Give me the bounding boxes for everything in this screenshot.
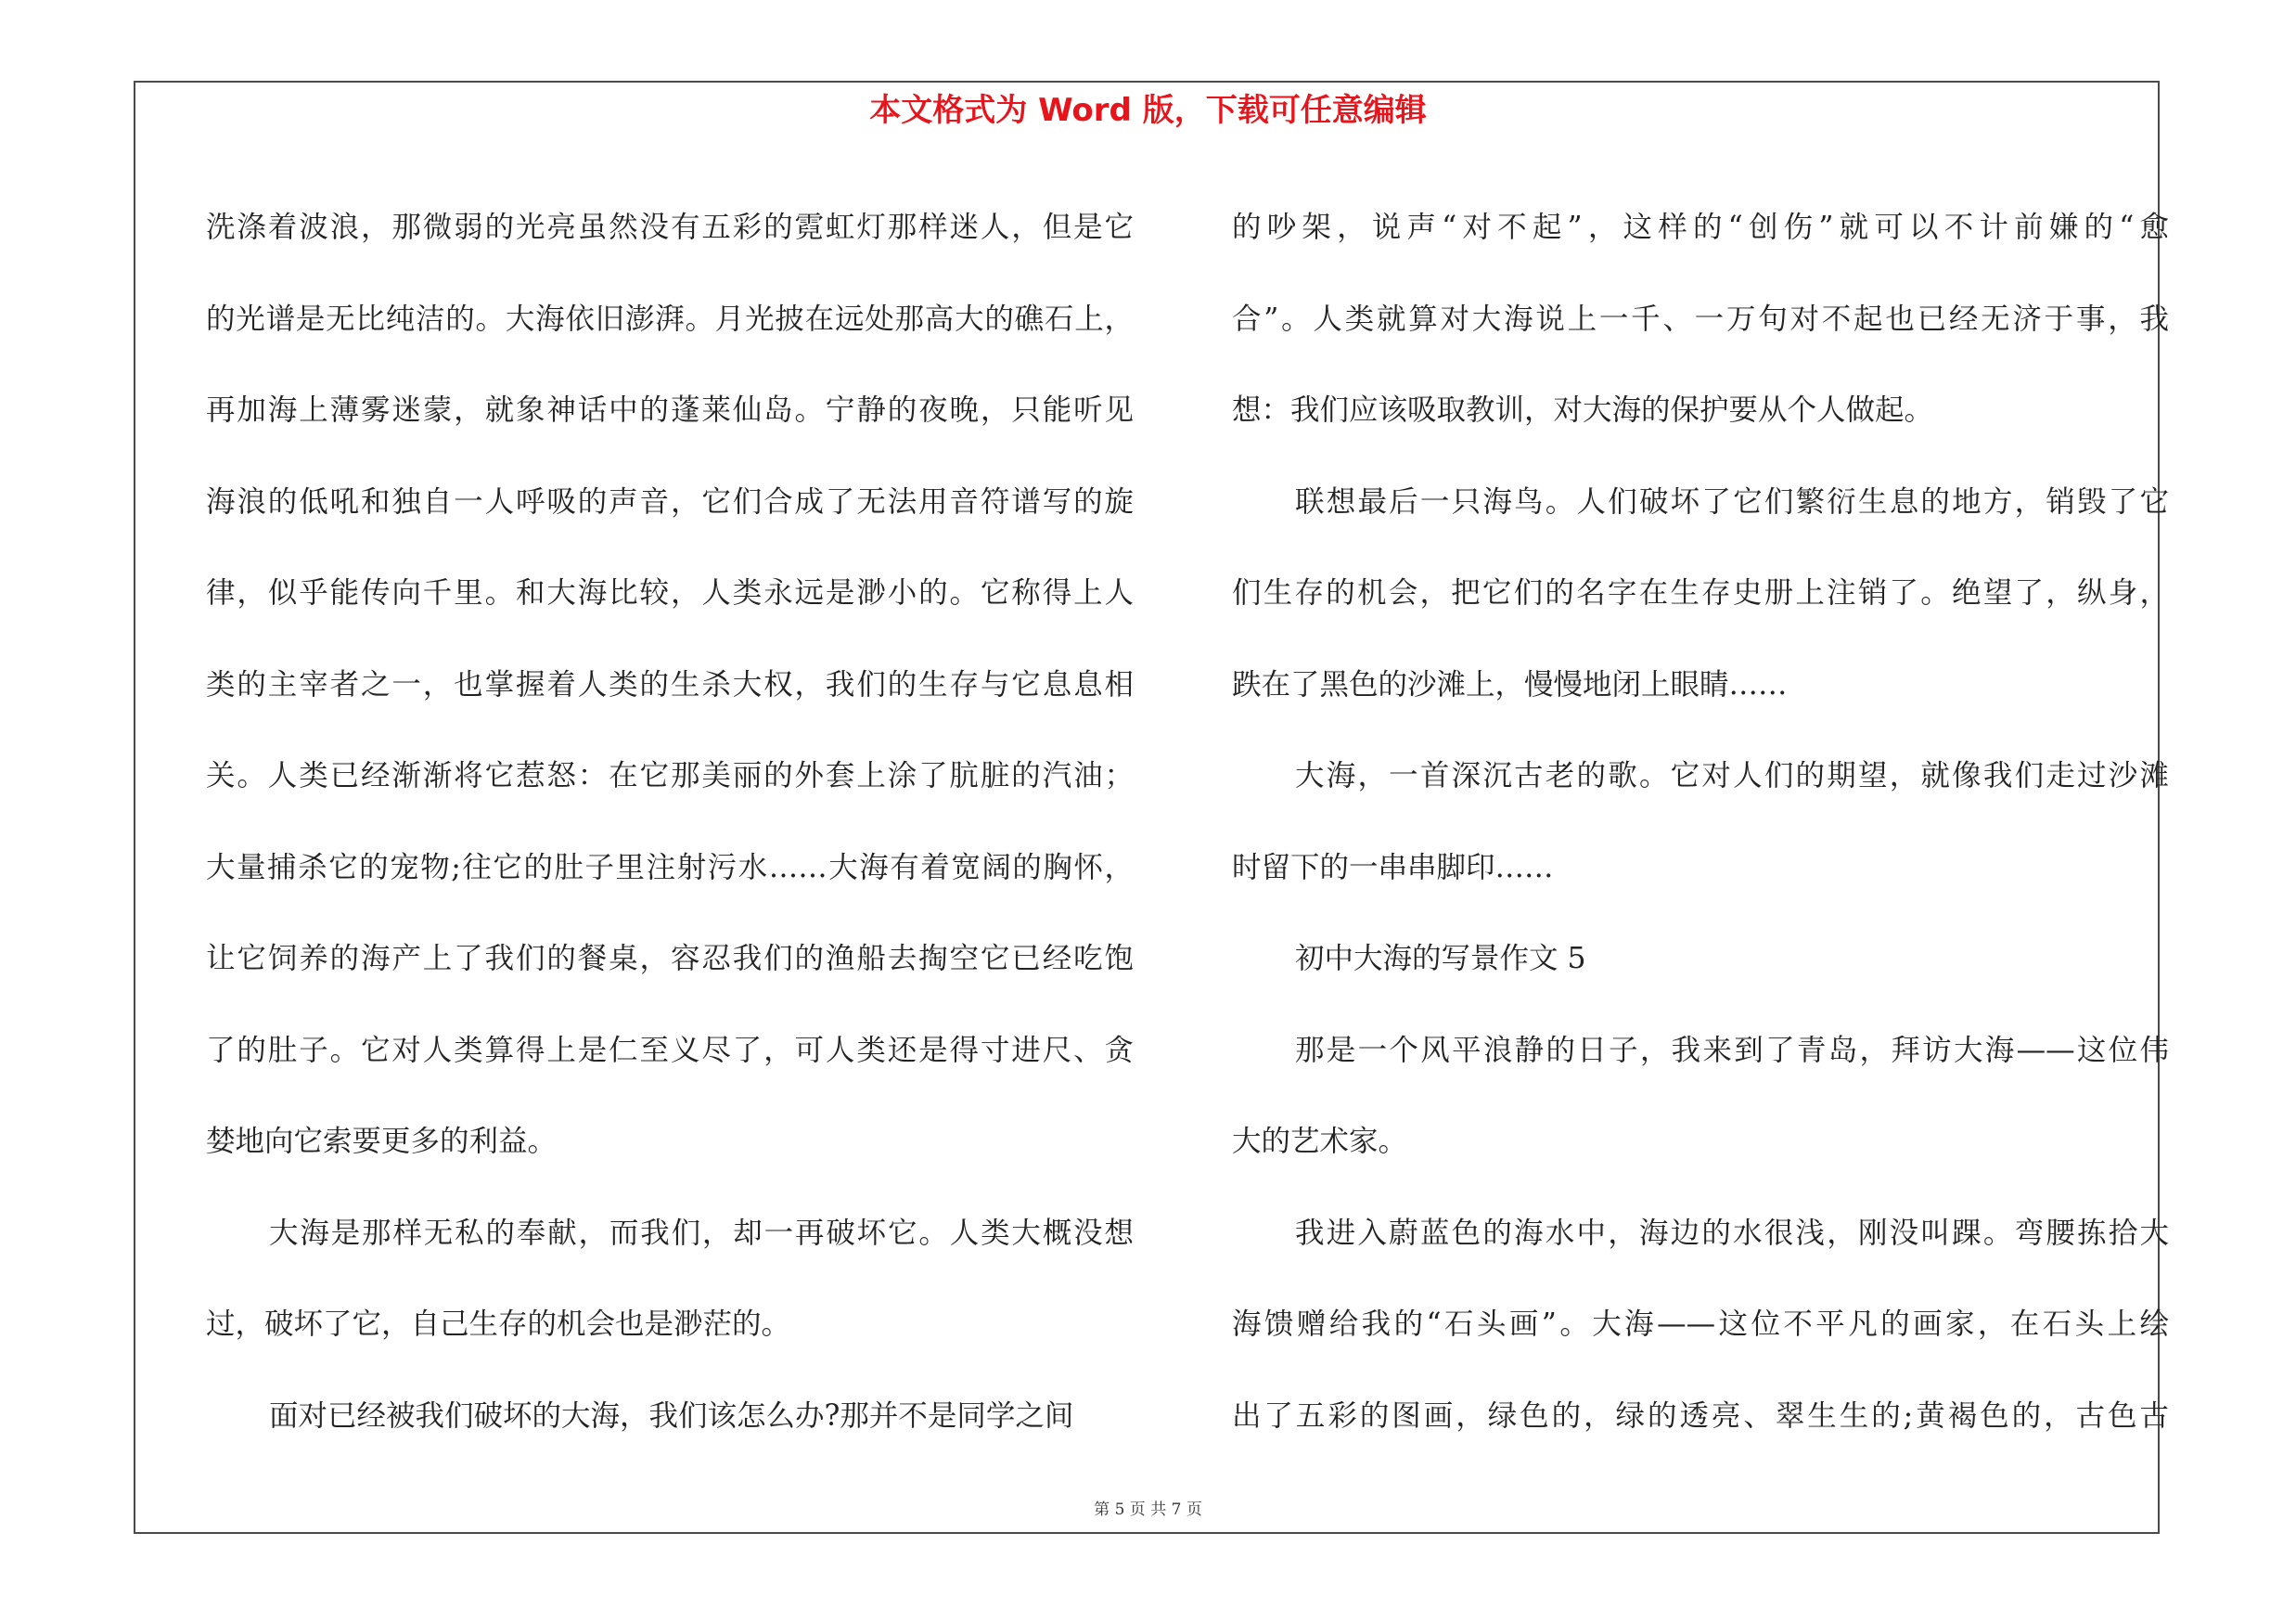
text-line: 面对已经被我们破坏的大海，我们该怎么办?那并不是同学之间 [269,1398,1074,1433]
text-line: 过，破坏了它，自己生存的机会也是渺茫的。 [206,1307,791,1341]
paragraph [1232,730,2169,913]
text-line: 海馈赠给我的“石头画”。大海——这位不平凡的画家，在石头上绘 [1232,1307,2169,1341]
text-line: 出了五彩的图画，绿色的，绿的透亮、翠生生的;黄褐色的，古色古 [1232,1398,2169,1433]
text-line: 那是一个风平浪静的日子，我来到了青岛，拜访大海——这位伟 [1295,1033,2169,1067]
paragraph [206,1371,1134,1462]
text-line: 类的主宰者之一，也掌握着人类的生杀大权，我们的生存与它息息相 [206,667,1134,702]
text-line: 关。人类已经渐渐将它惹怒：在它那美丽的外套上涂了肮脏的汽油； [206,759,1134,792]
section-heading [1232,913,2169,1005]
text-line: 大的艺术家。 [1232,1125,1408,1158]
text-line: 我进入蔚蓝色的海水中，海边的水很浅，刚没叫踝。弯腰拣拾大 [1295,1216,2169,1250]
text-line: 时留下的一串串脚印…… [1232,850,1554,884]
text-line: 再加海上薄雾迷蒙，就象神话中的蓬莱仙岛。宁静的夜晚，只能听见 [206,393,1134,427]
right-column [1232,182,2169,1462]
text-line: 联想最后一只海鸟。人们破坏了它们繁衍生息的地方，销毁了它 [1295,484,2169,519]
text-line: 婪地向它索要更多的利益。 [206,1125,558,1158]
text-line: 的吵架，说声“对不起”，这样的“创伤”就可以不计前嫌的“愈 [1232,211,2169,244]
page-number-footer: 第 5 页 共 7 页 [1094,1501,1202,1519]
text-line: 了的肚子。它对人类算得上是仁至义尽了，可人类还是得寸进尺、贪 [206,1033,1134,1067]
paragraph [206,1188,1134,1371]
text-line: 让它饲养的海产上了我们的餐桌，容忍我们的渔船去掏空它已经吃饱 [206,942,1134,975]
left-column [206,182,1134,1462]
text-line: 律，似乎能传向千里。和大海比较，人类永远是渺小的。它称得上人 [206,576,1134,610]
format-banner: 本文格式为 Word 版，下载可任意编辑 [869,92,1427,129]
paragraph [206,182,1134,1188]
text-line: 的光谱是无比纯洁的。大海依旧澎湃。月光披在远处那高大的礁石上， [206,302,1134,336]
text-line: 合”。人类就算对大海说上一千、一万句对不起也已经无济于事，我 [1232,302,2169,336]
text-line: 想：我们应该吸取教训，对大海的保护要从个人做起。 [1232,393,1934,427]
paragraph [1232,1005,2169,1188]
text-line: 大海，一首深沉古老的歌。它对人们的期望，就像我们走过沙滩 [1295,759,2169,792]
text-line: 海浪的低吼和独自一人呼吸的声音，它们合成了无法用音符谱写的旋 [206,484,1134,519]
text-line: 大海是那样无私的奉献，而我们，却一再破坏它。人类大概没想 [269,1216,1134,1250]
text-line: 跌在了黑色的沙滩上，慢慢地闭上眼睛…… [1232,667,1788,702]
text-line: 大量捕杀它的宠物;往它的肚子里注射污水……大海有着宽阔的胸怀， [206,850,1134,884]
text-line: 初中大海的写景作文 5 [1295,942,1586,975]
paragraph [1232,1188,2169,1462]
text-line: 洗涤着波浪，那微弱的光亮虽然没有五彩的霓虹灯那样迷人，但是它 [206,211,1134,244]
paragraph [1232,182,2169,457]
paragraph [1232,457,2169,731]
text-line: 们生存的机会，把它们的名字在生存史册上注销了。绝望了，纵身， [1232,576,2169,610]
